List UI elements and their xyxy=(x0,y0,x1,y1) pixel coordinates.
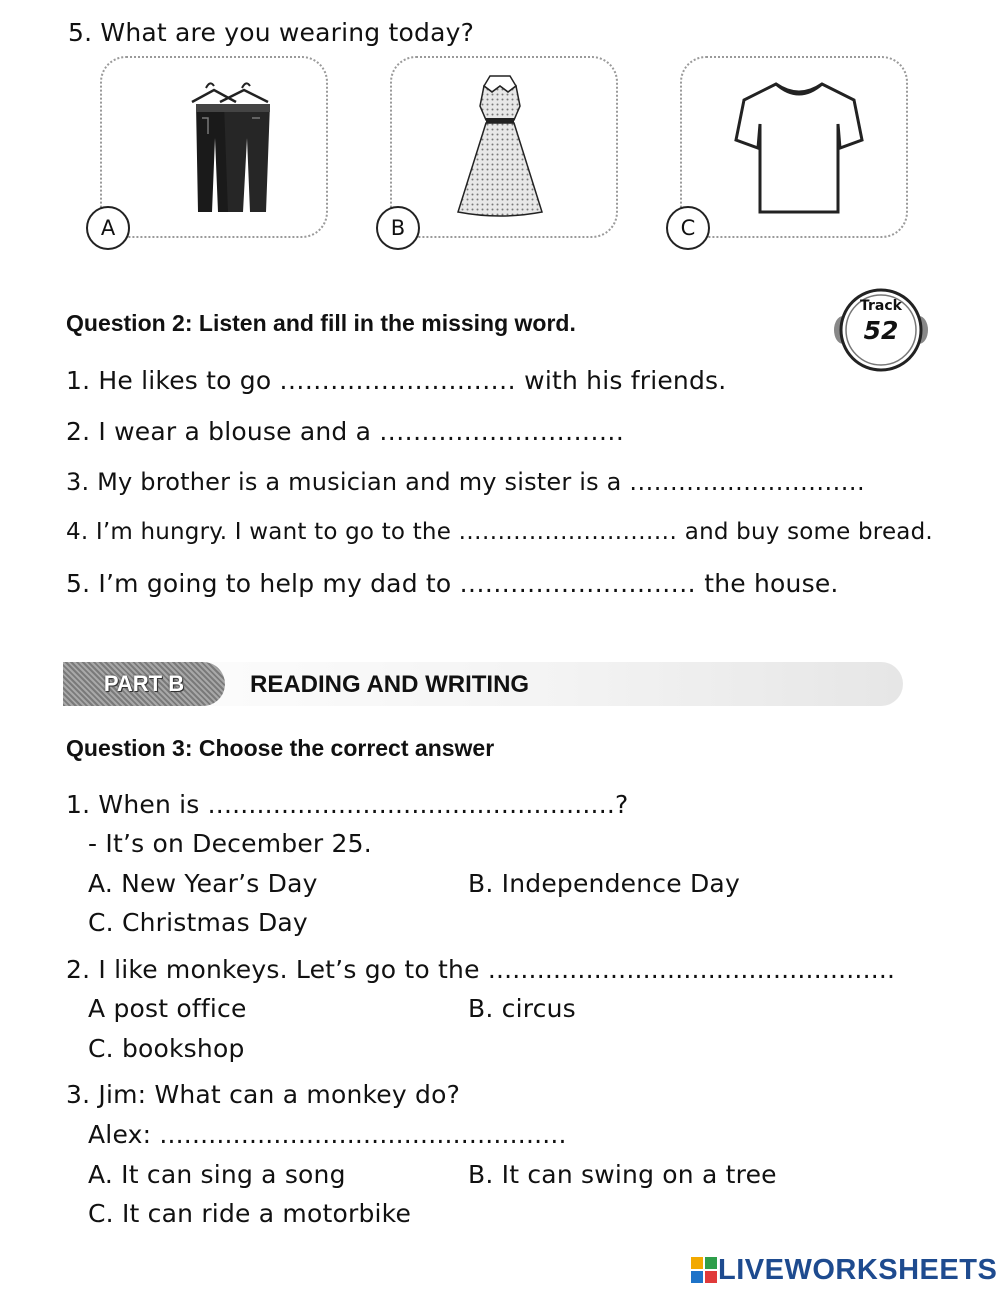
q2-item-1 xyxy=(66,366,726,395)
q2-item-4-end: and buy some bread. xyxy=(677,519,933,545)
q2-item-5 xyxy=(66,569,839,598)
part-b-label: PART B xyxy=(63,662,225,706)
q2-item-5-blank[interactable]: ............................ xyxy=(459,569,697,598)
logo-icon xyxy=(690,1256,718,1284)
q3-item-1-sub: - It’s on December 25. xyxy=(88,829,372,858)
track-label: Track xyxy=(860,298,902,314)
trousers-on-hanger-icon xyxy=(186,78,280,218)
q2-item-2 xyxy=(66,417,624,446)
option-letter-c: C xyxy=(666,206,710,250)
q2-item-4 xyxy=(66,519,933,545)
q2-item-5-end: the house. xyxy=(696,569,839,598)
question-5-text: 5. What are you wearing today? xyxy=(68,18,475,47)
q2-item-2-blank[interactable]: ............................. xyxy=(379,417,625,446)
q3-item-3-option-b[interactable]: B. It can swing on a tree xyxy=(468,1160,777,1189)
q3-item-3-option-a[interactable]: A. It can sing a song xyxy=(88,1160,346,1189)
track-number: 52 xyxy=(863,316,899,345)
q3-item-3-stem: 3. Jim: What can a monkey do? xyxy=(66,1080,461,1109)
option-letter-a: A xyxy=(86,206,130,250)
q2-item-1-end: with his friends. xyxy=(516,366,727,395)
q3-item-1-option-c[interactable]: C. Christmas Day xyxy=(88,908,308,937)
t-shirt-icon xyxy=(734,78,864,216)
question-2-title: Question 2: Listen and fill in the missing word. xyxy=(66,310,576,336)
q2-item-4-blank[interactable]: ............................ xyxy=(458,519,678,545)
q3-item-2-option-a[interactable]: A post office xyxy=(88,994,247,1023)
logo-text: LIVEWORKSHEETS xyxy=(718,1253,998,1286)
option-card-b[interactable] xyxy=(390,56,618,238)
track-badge[interactable] xyxy=(833,282,929,378)
liveworksheets-logo[interactable] xyxy=(690,1250,997,1290)
q2-item-5-text: 5. I’m going to help my dad to xyxy=(66,569,460,598)
q2-item-4-text: 4. I’m hungry. I want to go to the xyxy=(66,519,459,545)
q3-item-2-option-c[interactable]: C. bookshop xyxy=(88,1034,245,1063)
option-letter-b: B xyxy=(376,206,420,250)
q3-item-3-sub: Alex: .................................................. xyxy=(88,1120,567,1149)
option-card-c[interactable] xyxy=(680,56,908,238)
q3-item-3-option-c[interactable]: C. It can ride a motorbike xyxy=(88,1199,412,1228)
q3-item-1-option-a[interactable]: A. New Year’s Day xyxy=(88,869,318,898)
q3-item-1-stem: 1. When is ..................................................? xyxy=(66,790,629,819)
question-3-title: Question 3: Choose the correct answer xyxy=(66,735,495,761)
q3-item-2-stem: 2. I like monkeys. Let’s go to the .................................................. xyxy=(66,955,896,984)
q2-item-1-text: 1. He likes to go xyxy=(66,366,280,395)
q3-item-1-option-b[interactable]: B. Independence Day xyxy=(468,869,740,898)
part-b-title: READING AND WRITING xyxy=(250,671,530,698)
q3-item-2-option-b[interactable]: B. circus xyxy=(468,994,576,1023)
q2-item-3-text: 3. My brother is a musician and my sister is a xyxy=(66,468,630,496)
dress-icon xyxy=(450,72,550,222)
option-card-a[interactable] xyxy=(100,56,328,238)
q2-item-2-text: 2. I wear a blouse and a xyxy=(66,417,380,446)
q2-item-1-blank[interactable]: ............................ xyxy=(279,366,517,395)
q2-item-3-blank[interactable]: ............................. xyxy=(629,468,866,496)
q2-item-3 xyxy=(66,468,865,496)
